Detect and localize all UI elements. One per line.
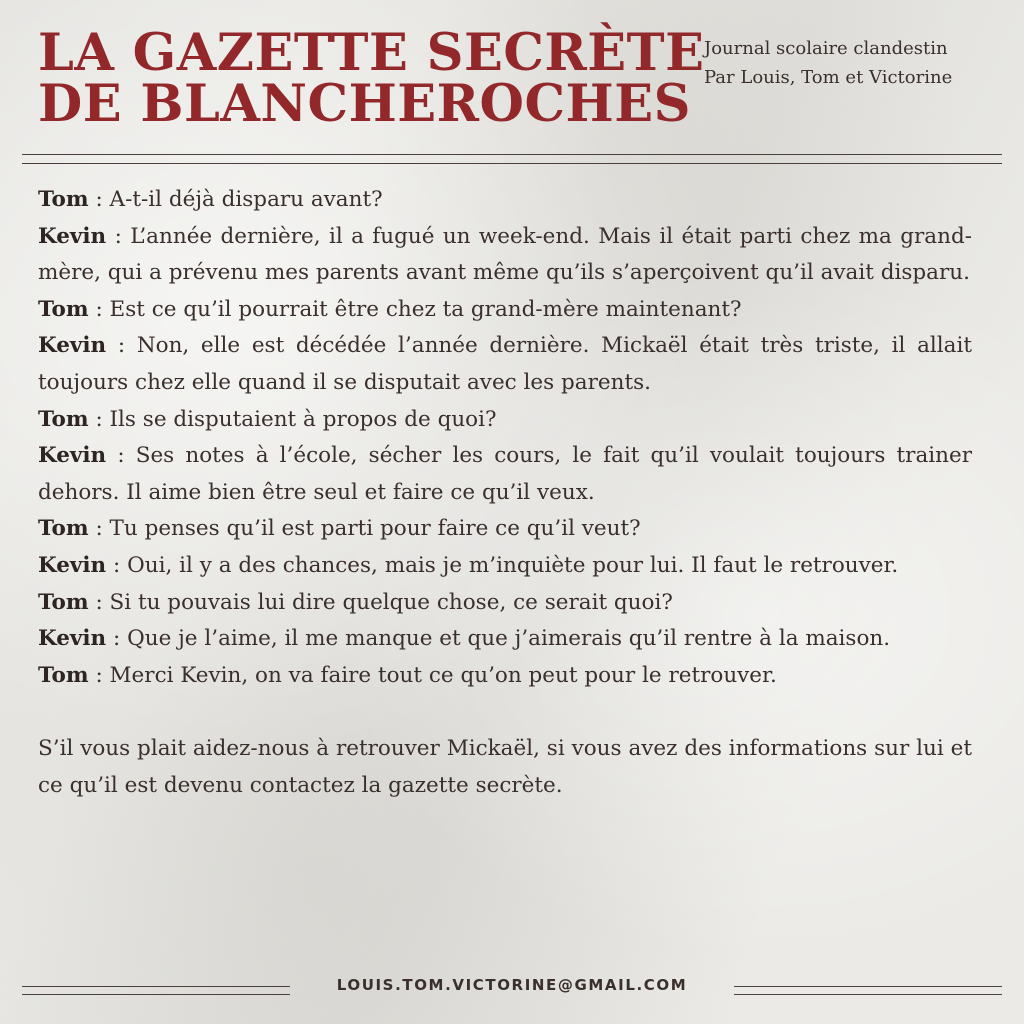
speaker-name: Kevin (38, 333, 107, 359)
dialogue-line (38, 292, 972, 329)
speaker-name: Kevin (38, 626, 107, 652)
speaker-name: Tom (38, 296, 89, 322)
dialogue-text: Que je l’aime, il me manque et que j’aimerais qu’il rentre à la maison. (127, 626, 891, 652)
footer-divider-right-bottom (734, 994, 1002, 995)
header-divider-bottom (22, 163, 1002, 164)
dialogue-text: Tu penses qu’il est parti pour faire ce qu’il veut? (109, 516, 641, 542)
dialogue-line (38, 658, 972, 695)
dialogue-text: Est ce qu’il pourrait être chez ta grand-mère maintenant? (109, 296, 742, 322)
speaker-separator: : (106, 333, 137, 359)
speaker-name: Tom (38, 589, 89, 615)
title-line-2: DE BLANCHEROCHES (38, 74, 691, 134)
speaker-name: Kevin (38, 552, 107, 578)
dialogue-line (38, 621, 972, 658)
contact-email: LOUIS.TOM.VICTORINE@GMAIL.COM (336, 976, 688, 994)
title-line-1: LA GAZETTE SECRÈTE (38, 23, 705, 83)
dialogue-line (38, 511, 972, 548)
masthead-subtitle (704, 34, 1004, 92)
dialogue-text: Ils se disputaient à propos de quoi? (109, 406, 497, 432)
appeal-paragraph: S’il vous plait aidez-nous à retrouver Mickaël, si vous avez des informations sur lui et ce qu’il est devenu contactez la gazette secrète. (38, 735, 972, 798)
dialogue-text: Oui, il y a des chances, mais je m’inquiète pour lui. Il faut le retrouver. (127, 552, 899, 578)
speaker-separator: : (88, 187, 110, 212)
interview-dialogue (38, 182, 972, 694)
speaker-separator: : (88, 406, 110, 432)
dialogue-line (38, 328, 972, 401)
dialogue-text: Non, elle est décédée l’année dernière. Mickaël était très triste, il allait toujours chez elle quand il se disputait avec les parents. (38, 333, 972, 395)
dialogue-line (38, 548, 972, 585)
dialogue-text: A-t-il déjà disparu avant? (109, 187, 383, 212)
dialogue-text: Merci Kevin, on va faire tout ce qu’on peut pour le retrouver. (109, 662, 777, 688)
dialogue-text: Si tu pouvais lui dire quelque chose, ce serait quoi? (109, 589, 673, 615)
speaker-name: Tom (38, 662, 89, 688)
speaker-separator: : (106, 443, 136, 469)
speaker-separator: : (106, 223, 131, 249)
speaker-name: Kevin (38, 443, 107, 469)
dialogue-line (38, 219, 972, 292)
subtitle-line-1: Journal scolaire clandestin (704, 38, 948, 59)
speaker-separator: : (88, 296, 110, 322)
speaker-separator: : (88, 589, 110, 615)
dialogue-line (38, 182, 972, 219)
footer-divider-right-top (734, 986, 1002, 987)
speaker-separator: : (106, 626, 128, 652)
dialogue-line (38, 402, 972, 439)
dialogue-text: L’année dernière, il a fugué un week-end. Mais il était parti chez ma grand-mère, qui a prévenu mes parents avant même qu’ils s’aperçoivent qu’il avait disparu. (38, 223, 972, 286)
dialogue-text: Ses notes à l’école, sécher les cours, le fait qu’il voulait toujours trainer dehors. Il aime bien être seul et faire ce qu’il veux. (38, 443, 972, 505)
speaker-name: Tom (38, 516, 89, 542)
speaker-separator: : (106, 552, 128, 578)
dialogue-line (38, 438, 972, 511)
subtitle-line-2: Par Louis, Tom et Victorine (704, 67, 953, 88)
speaker-name: Tom (38, 187, 89, 212)
speaker-separator: : (88, 662, 110, 688)
article-body (38, 182, 972, 804)
speaker-name: Tom (38, 406, 89, 432)
dialogue-line (38, 585, 972, 622)
speaker-separator: : (88, 516, 110, 542)
footer-divider-left-bottom (22, 994, 290, 995)
speaker-name: Kevin (38, 223, 107, 249)
header-divider-top (22, 154, 1002, 155)
page-title (38, 23, 705, 134)
